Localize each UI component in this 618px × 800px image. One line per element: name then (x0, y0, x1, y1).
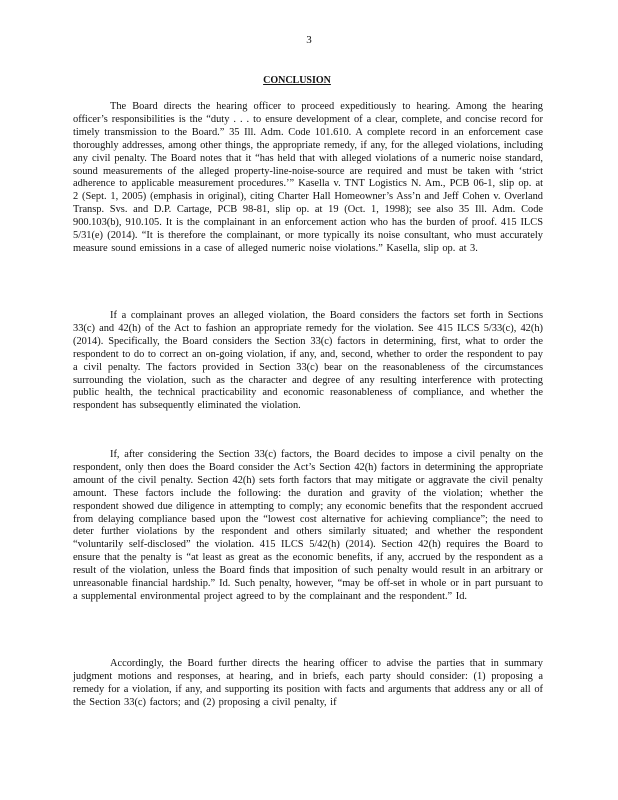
paragraph-hearing-directions: Accordingly, the Board further directs the hearing officer to advise the parties that in summary judgment motions and responses, at hearing, and in briefs, each party should consider: (1) proposing a remedy for a violation, if any, and supporting its position with facts and arguments that address any or all of the Section 33(c) factors; and (2) proposing a civil penalty, if (73, 658, 543, 708)
section-heading (0, 75, 618, 86)
section-heading-text: CONCLUSION (263, 75, 331, 86)
paragraph-section-42h-factors: If, after considering the Section 33(c) factors, the Board decides to impose a civil penalty on the respondent, only then does the Board consider the Act’s Section 42(h) factors in determining the appropriate amount of the civil penalty. Section 42(h) sets forth factors that may mitigate or aggravate the civil penalty amount. These factors include the following: the duration and gravity of the violation; whether the respondent showed due diligence in attempting to comply; any economic benefits that the respondent accrued from delaying compliance based upon the “lowest cost alternative for achieving compliance”; the need to deter further violations by the respondent and others similarly situated; and whether the respondent “voluntarily self-disclosed” the violation. 415 ILCS 5/42(h) (2014). Section 42(h) requires the Board to ensure that the penalty is “at least as great as the economic benefits, if any, accrued by the respondent as a result of the violation, unless the Board finds that imposition of such penalty would result in an arbitrary or unreasonable financial hardship.” Id. Such penalty, however, “may be off-set in whole or in part pursuant to a supplemental environmental project agreed to by the complainant and the respondent.” Id. (73, 449, 543, 602)
paragraph-section-33c-factors: If a complainant proves an alleged violation, the Board considers the factors set forth in Sections 33(c) and 42(h) of the Act to fashion an appropriate remedy for the violation. See 415 ILCS 5/33(c), 42(h) (2014). Specifically, the Board considers the Section 33(c) factors in determining, first, what to order the respondent to do to correct an on-going violation, if any, and, second, whether to order the respondent to pay a civil penalty. The factors provided in Section 33(c) bear on the reasonableness of the circumstances surrounding the violation, such as the character and degree of any resulting interference with protecting public health, the technical practicability and economic reasonableness of compliance, and whether the respondent has subsequently eliminated the violation. (73, 310, 543, 412)
page-number: 3 (306, 34, 312, 46)
paragraph-record-requirements: The Board directs the hearing officer to proceed expeditiously to hearing. Among the hearing officer’s responsibilities is the “duty . . . to ensure development of a clear, complete, and concise record for timely transmission to the Board.” 35 Ill. Adm. Code 101.610. A complete record in an enforcement case thoroughly addresses, among other things, the appropriate remedy, if any, for the alleged violations, including any civil penalty. The Board notes that it “has held that with alleged violations of a numeric noise standard, sound measurements of the alleged property-line-noise-source are required and must be taken with ‘strict adherence to applicable measurement procedures.’” Kasella v. TNT Logistics N. Am., PCB 06-1, slip op. at 2 (Sept. 1, 2005) (emphasis in original), citing Charter Hall Homeowner’s Ass’n and Jeff Cohen v. Overland Transp. Svs. and D.P. Cartage, PCB 98-81, slip op. at 19 (Oct. 1, 1998); see also 35 Ill. Adm. Code 900.103(b), 910.105. It is the complainant in an enforcement action who has the burden of proof. 415 ILCS 5/31(e) (2014). “It is therefore the complainant, or more typically its noise consultant, who must accurately measure sound emissions in a case of alleged numeric noise violations.” Kasella, slip op. at 3. (73, 101, 544, 254)
